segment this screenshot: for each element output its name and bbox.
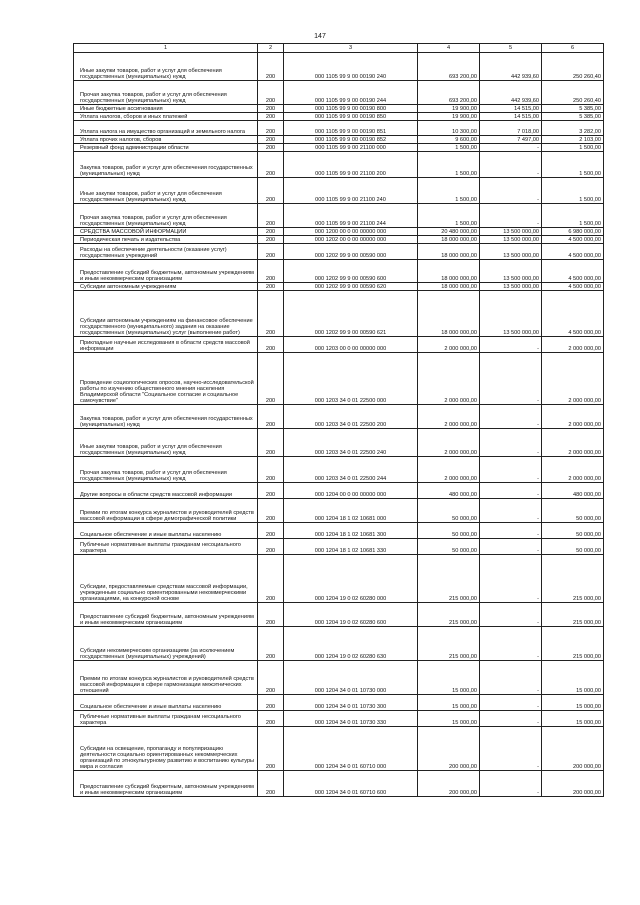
row-kvr-cell: 200	[258, 113, 284, 121]
table-row	[74, 337, 604, 353]
row-col4-value: 2 000 000,00	[418, 405, 480, 429]
row-code-cell: 000 1105 99 9 00 21100 244	[284, 204, 418, 228]
table-row	[74, 661, 604, 695]
row-kvr-cell: 200	[258, 53, 284, 81]
row-name-cell: Периодическая печать и издательства	[74, 236, 258, 244]
row-col4-value: 20 480 000,00	[418, 228, 480, 236]
row-col6-value: 2 000 000,00	[542, 405, 604, 429]
row-kvr-cell: 200	[258, 771, 284, 797]
table-row	[74, 771, 604, 797]
row-col6-value: 4 500 000,00	[542, 291, 604, 337]
row-code-cell: 000 1203 34 0 01 22500 000	[284, 353, 418, 405]
row-col5-value: 7 497,00	[480, 136, 542, 144]
row-col6-value: 4 500 000,00	[542, 244, 604, 260]
row-col5-value: 13 500 000,00	[480, 283, 542, 291]
row-col5-value: 14 515,00	[480, 113, 542, 121]
row-col6-value: 215 000,00	[542, 555, 604, 603]
row-kvr-cell: 200	[258, 228, 284, 236]
row-kvr-cell: 200	[258, 244, 284, 260]
row-kvr-cell: 200	[258, 81, 284, 105]
row-kvr-cell: 200	[258, 260, 284, 283]
row-kvr-cell: 200	[258, 523, 284, 539]
table-row	[74, 291, 604, 337]
row-col4-value: 1 500,00	[418, 152, 480, 178]
row-col4-value: 18 000 000,00	[418, 260, 480, 283]
row-col5-value: 13 500 000,00	[480, 244, 542, 260]
row-col5-value: 13 500 000,00	[480, 291, 542, 337]
row-kvr-cell: 200	[258, 429, 284, 457]
row-col5-value: -	[480, 555, 542, 603]
row-name-cell: Иные бюджетные ассигнования	[74, 105, 258, 113]
row-col6-value: 1 500,00	[542, 152, 604, 178]
row-name-cell: Предоставление субсидий бюджетным, автономным учреждениям и иным некоммерческим организациям	[74, 260, 258, 283]
row-name-cell: СРЕДСТВА МАССОВОЙ ИНФОРМАЦИИ	[74, 228, 258, 236]
row-code-cell: 000 1202 99 9 00 00590 600	[284, 260, 418, 283]
table-row	[74, 105, 604, 113]
row-col6-value: 250 260,40	[542, 81, 604, 105]
row-code-cell: 000 1105 99 9 00 00190 850	[284, 113, 418, 121]
row-col6-value: 2 000 000,00	[542, 337, 604, 353]
row-col4-value: 15 000,00	[418, 711, 480, 727]
row-col6-value: 5 385,00	[542, 113, 604, 121]
row-code-cell: 000 1204 34 0 01 60710 000	[284, 727, 418, 771]
row-col5-value: -	[480, 204, 542, 228]
row-code-cell: 000 1204 34 0 01 60710 600	[284, 771, 418, 797]
table-row	[74, 353, 604, 405]
row-name-cell: Публичные нормативные выплаты гражданам несоциального характера	[74, 539, 258, 555]
row-col6-value: 1 500,00	[542, 144, 604, 152]
row-col5-value: -	[480, 353, 542, 405]
row-kvr-cell: 200	[258, 457, 284, 483]
row-col4-value: 50 000,00	[418, 539, 480, 555]
row-code-cell: 000 1105 99 9 00 21100 240	[284, 178, 418, 204]
table-row	[74, 53, 604, 81]
row-col5-value: 14 515,00	[480, 105, 542, 113]
row-col4-value: 9 600,00	[418, 136, 480, 144]
row-code-cell: 000 1202 99 9 00 00590 620	[284, 283, 418, 291]
row-col5-value: -	[480, 457, 542, 483]
row-col4-value: 50 000,00	[418, 523, 480, 539]
row-code-cell: 000 1105 99 9 00 00190 851	[284, 121, 418, 136]
row-name-cell: Субсидии некоммерческим организациям (за исключением государственных (муниципальных) учреждений)	[74, 627, 258, 661]
row-name-cell: Публичные нормативные выплаты гражданам несоциального характера	[74, 711, 258, 727]
row-code-cell: 000 1202 00 0 00 00000 000	[284, 236, 418, 244]
row-kvr-cell: 200	[258, 105, 284, 113]
row-col4-value: 18 000 000,00	[418, 244, 480, 260]
row-col5-value: -	[480, 178, 542, 204]
row-kvr-cell: 200	[258, 152, 284, 178]
row-col4-value: 2 000 000,00	[418, 429, 480, 457]
row-kvr-cell: 200	[258, 483, 284, 499]
row-code-cell: 000 1204 18 1 02 10681 000	[284, 499, 418, 523]
row-col4-value: 1 500,00	[418, 144, 480, 152]
header-col-1: 1	[74, 44, 258, 53]
row-col4-value: 50 000,00	[418, 499, 480, 523]
row-col4-value: 2 000 000,00	[418, 337, 480, 353]
row-name-cell: Закупка товаров, работ и услуг для обеспечения государственных (муниципальных) нужд	[74, 405, 258, 429]
row-col4-value: 693 200,00	[418, 81, 480, 105]
table-row	[74, 727, 604, 771]
row-kvr-cell: 200	[258, 405, 284, 429]
row-col4-value: 19 900,00	[418, 113, 480, 121]
row-kvr-cell: 200	[258, 627, 284, 661]
row-col5-value: -	[480, 429, 542, 457]
row-kvr-cell: 200	[258, 499, 284, 523]
row-name-cell: Уплата налога на имущество организаций и земельного налога	[74, 121, 258, 136]
row-col5-value: -	[480, 695, 542, 711]
row-col5-value: 13 500 000,00	[480, 260, 542, 283]
table-row	[74, 555, 604, 603]
row-col6-value: 2 000 000,00	[542, 353, 604, 405]
row-col4-value: 18 000 000,00	[418, 291, 480, 337]
row-name-cell: Иные закупки товаров, работ и услуг для обеспечения государственных (муниципальных) нужд	[74, 53, 258, 81]
table-row	[74, 711, 604, 727]
table-row	[74, 483, 604, 499]
row-col6-value: 250 260,40	[542, 53, 604, 81]
row-code-cell: 000 1203 34 0 01 22500 240	[284, 429, 418, 457]
row-col5-value: -	[480, 727, 542, 771]
row-col4-value: 215 000,00	[418, 627, 480, 661]
row-code-cell: 000 1105 99 9 00 00190 244	[284, 81, 418, 105]
row-col4-value: 19 900,00	[418, 105, 480, 113]
row-kvr-cell: 200	[258, 136, 284, 144]
row-col6-value: 50 000,00	[542, 499, 604, 523]
header-row	[74, 44, 604, 53]
row-col6-value: 480 000,00	[542, 483, 604, 499]
row-col6-value: 2 000 000,00	[542, 429, 604, 457]
row-col6-value: 2 103,00	[542, 136, 604, 144]
row-col4-value: 1 500,00	[418, 204, 480, 228]
table-row	[74, 695, 604, 711]
table-row	[74, 499, 604, 523]
header-col-2: 2	[258, 44, 284, 53]
page-number: 147	[314, 33, 326, 40]
row-code-cell: 000 1202 99 9 00 00590 000	[284, 244, 418, 260]
row-code-cell: 000 1203 34 0 01 22500 200	[284, 405, 418, 429]
row-col4-value: 200 000,00	[418, 727, 480, 771]
table-row	[74, 228, 604, 236]
row-code-cell: 000 1204 18 1 02 10681 330	[284, 539, 418, 555]
row-col6-value: 200 000,00	[542, 727, 604, 771]
row-col5-value: 442 939,60	[480, 53, 542, 81]
header-col-3: 3	[284, 44, 418, 53]
row-name-cell: Предоставление субсидий бюджетным, автономным учреждениям и иным некоммерческим организациям	[74, 771, 258, 797]
table-row	[74, 244, 604, 260]
row-kvr-cell: 200	[258, 178, 284, 204]
row-kvr-cell: 200	[258, 539, 284, 555]
row-name-cell: Субсидии на освещение, пропаганду и популяризацию деятельности социально ориентированных некоммерческих организаций по этнокультурному развитию и воспитанию культуры мира и согласия	[74, 727, 258, 771]
row-kvr-cell: 200	[258, 236, 284, 244]
row-col5-value: -	[480, 627, 542, 661]
row-col5-value: -	[480, 152, 542, 178]
row-col5-value: -	[480, 711, 542, 727]
row-col5-value: -	[480, 523, 542, 539]
row-kvr-cell: 200	[258, 204, 284, 228]
row-code-cell: 000 1105 99 9 00 00190 240	[284, 53, 418, 81]
row-code-cell: 000 1203 00 0 00 00000 000	[284, 337, 418, 353]
row-col4-value: 1 500,00	[418, 178, 480, 204]
header-col-5: 5	[480, 44, 542, 53]
row-col4-value: 480 000,00	[418, 483, 480, 499]
row-col4-value: 693 200,00	[418, 53, 480, 81]
row-code-cell: 000 1204 34 0 01 10730 300	[284, 695, 418, 711]
row-name-cell: Премии по итогам конкурса журналистов и руководителей средств массовой информации в сфере гармонизации межэтнических отношений	[74, 661, 258, 695]
table-row	[74, 260, 604, 283]
row-code-cell: 000 1204 19 0 02 60280 000	[284, 555, 418, 603]
table-row	[74, 152, 604, 178]
row-col6-value: 3 282,00	[542, 121, 604, 136]
row-col5-value: -	[480, 483, 542, 499]
row-kvr-cell: 200	[258, 337, 284, 353]
row-name-cell: Проведение социологических опросов, научно-исследовательской работы по изучению общественного мнения населения Владимирской области "Социальное согласие и социальное самочувствие"	[74, 353, 258, 405]
row-name-cell: Иные закупки товаров, работ и услуг для обеспечения государственных (муниципальных) нужд	[74, 429, 258, 457]
row-kvr-cell: 200	[258, 291, 284, 337]
row-name-cell: Социальное обеспечение и иные выплаты населению	[74, 523, 258, 539]
table-row	[74, 429, 604, 457]
row-code-cell: 000 1204 19 0 02 60280 600	[284, 603, 418, 627]
row-col5-value: 13 500 000,00	[480, 236, 542, 244]
row-kvr-cell: 200	[258, 283, 284, 291]
table-row	[74, 81, 604, 105]
row-name-cell: Прочая закупка товаров, работ и услуг для обеспечения государственных (муниципальных) нужд	[74, 81, 258, 105]
row-name-cell: Другие вопросы в области средств массовой информации	[74, 483, 258, 499]
row-col6-value: 15 000,00	[542, 695, 604, 711]
row-col5-value: -	[480, 405, 542, 429]
row-kvr-cell: 200	[258, 144, 284, 152]
table-row	[74, 405, 604, 429]
row-col5-value: -	[480, 603, 542, 627]
row-col4-value: 215 000,00	[418, 603, 480, 627]
row-col4-value: 18 000 000,00	[418, 236, 480, 244]
row-name-cell: Расходы на обеспечение деятельности (оказание услуг) государственных учреждений	[74, 244, 258, 260]
row-col4-value: 15 000,00	[418, 661, 480, 695]
row-col6-value: 2 000 000,00	[542, 457, 604, 483]
row-code-cell: 000 1204 00 0 00 00000 000	[284, 483, 418, 499]
row-col6-value: 6 980 000,00	[542, 228, 604, 236]
row-name-cell: Предоставление субсидий бюджетным, автономным учреждениям и иным некоммерческим организациям	[74, 603, 258, 627]
row-col6-value: 5 385,00	[542, 105, 604, 113]
table-row	[74, 178, 604, 204]
row-code-cell: 000 1105 99 9 00 00190 800	[284, 105, 418, 113]
row-col5-value: 7 018,00	[480, 121, 542, 136]
row-col4-value: 2 000 000,00	[418, 457, 480, 483]
row-name-cell: Прикладные научные исследования в области средств массовой информации	[74, 337, 258, 353]
row-col4-value: 18 000 000,00	[418, 283, 480, 291]
header-col-6: 6	[542, 44, 604, 53]
row-col6-value: 1 500,00	[542, 204, 604, 228]
table-row	[74, 136, 604, 144]
row-code-cell: 000 1105 99 9 00 00190 852	[284, 136, 418, 144]
table-row	[74, 283, 604, 291]
table-row	[74, 457, 604, 483]
row-kvr-cell: 200	[258, 555, 284, 603]
table-row	[74, 204, 604, 228]
row-col5-value: -	[480, 771, 542, 797]
row-col5-value: 13 500 000,00	[480, 228, 542, 236]
row-code-cell: 000 1204 19 0 02 60280 630	[284, 627, 418, 661]
row-kvr-cell: 200	[258, 121, 284, 136]
row-name-cell: Прочая закупка товаров, работ и услуг для обеспечения государственных (муниципальных) нужд	[74, 204, 258, 228]
row-kvr-cell: 200	[258, 695, 284, 711]
row-code-cell: 000 1105 99 9 00 21100 000	[284, 144, 418, 152]
row-kvr-cell: 200	[258, 711, 284, 727]
budget-table	[73, 43, 604, 797]
row-col4-value: 215 000,00	[418, 555, 480, 603]
row-name-cell: Резервный фонд администрации области	[74, 144, 258, 152]
row-code-cell: 000 1204 34 0 01 10730 000	[284, 661, 418, 695]
row-kvr-cell: 200	[258, 353, 284, 405]
row-name-cell: Социальное обеспечение и иные выплаты населению	[74, 695, 258, 711]
header-col-4: 4	[418, 44, 480, 53]
row-name-cell: Субсидии автономным учреждениям	[74, 283, 258, 291]
row-code-cell: 000 1105 99 9 00 21100 200	[284, 152, 418, 178]
row-name-cell: Уплата налогов, сборов и иных платежей	[74, 113, 258, 121]
row-col6-value: 4 500 000,00	[542, 236, 604, 244]
table-row	[74, 121, 604, 136]
row-col5-value: 442 939,60	[480, 81, 542, 105]
row-kvr-cell: 200	[258, 727, 284, 771]
row-col6-value: 50 000,00	[542, 539, 604, 555]
row-col6-value: 215 000,00	[542, 627, 604, 661]
table-row	[74, 144, 604, 152]
row-name-cell: Субсидии автономным учреждениям на финансовое обеспечение государственного (муниципального) задания на оказание государственных (муниципальных) услуг (выполнение работ)	[74, 291, 258, 337]
row-kvr-cell: 200	[258, 661, 284, 695]
row-col6-value: 15 000,00	[542, 661, 604, 695]
table-row	[74, 603, 604, 627]
row-col6-value: 1 500,00	[542, 178, 604, 204]
row-code-cell: 000 1202 99 9 00 00590 621	[284, 291, 418, 337]
row-col4-value: 10 300,00	[418, 121, 480, 136]
row-col5-value: -	[480, 499, 542, 523]
row-col4-value: 2 000 000,00	[418, 353, 480, 405]
row-col6-value: 4 500 000,00	[542, 260, 604, 283]
row-col5-value: -	[480, 539, 542, 555]
row-code-cell: 000 1203 34 0 01 22500 244	[284, 457, 418, 483]
row-col6-value: 215 000,00	[542, 603, 604, 627]
table-row	[74, 236, 604, 244]
row-col5-value: -	[480, 144, 542, 152]
row-kvr-cell: 200	[258, 603, 284, 627]
row-name-cell: Прочая закупка товаров, работ и услуг для обеспечения государственных (муниципальных) нужд	[74, 457, 258, 483]
table-row	[74, 539, 604, 555]
row-name-cell: Уплата прочих налогов, сборов	[74, 136, 258, 144]
row-col6-value: 200 000,00	[542, 771, 604, 797]
row-col4-value: 200 000,00	[418, 771, 480, 797]
row-code-cell: 000 1204 18 1 02 10681 300	[284, 523, 418, 539]
row-name-cell: Закупка товаров, работ и услуг для обеспечения государственных (муниципальных) нужд	[74, 152, 258, 178]
table-row	[74, 627, 604, 661]
row-col4-value: 15 000,00	[418, 695, 480, 711]
table-row	[74, 113, 604, 121]
row-col6-value: 4 500 000,00	[542, 283, 604, 291]
row-col6-value: 50 000,00	[542, 523, 604, 539]
row-name-cell: Субсидии, предоставляемые средствам массовой информации, учрежденным социально ориентированными некоммерческими организациями, на конкурсной основе	[74, 555, 258, 603]
table-row	[74, 523, 604, 539]
row-name-cell: Премии по итогам конкурса журналистов и руководителей средств массовой информации в сфере демографической политики	[74, 499, 258, 523]
row-name-cell: Иные закупки товаров, работ и услуг для обеспечения государственных (муниципальных) нужд	[74, 178, 258, 204]
row-col5-value: -	[480, 661, 542, 695]
row-col5-value: -	[480, 337, 542, 353]
row-col6-value: 15 000,00	[542, 711, 604, 727]
row-code-cell: 000 1204 34 0 01 10730 330	[284, 711, 418, 727]
row-code-cell: 000 1200 00 0 00 00000 000	[284, 228, 418, 236]
